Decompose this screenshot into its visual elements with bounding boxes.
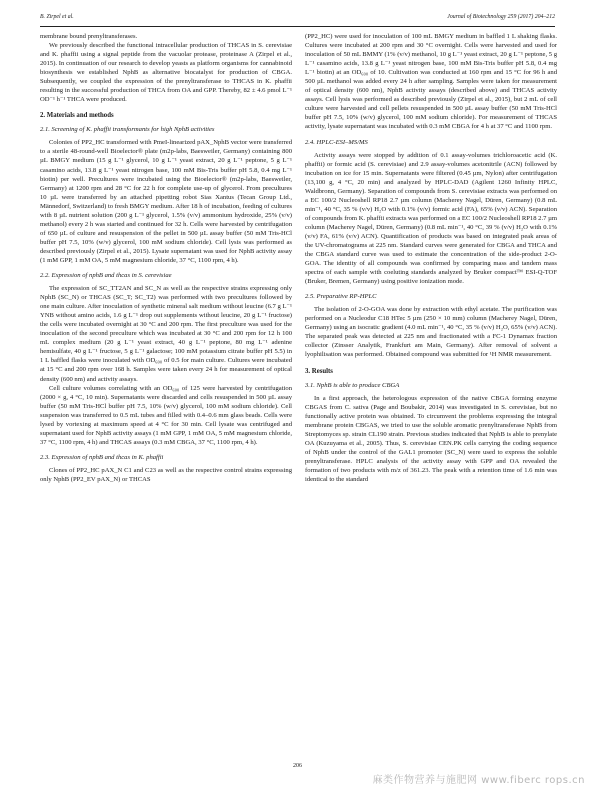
section-heading: 2. Materials and methods [40,112,114,120]
section-heading: 3. Results [305,367,333,375]
watermark: 麻类作物营养与施肥网 www.fiberc rops.cn [372,775,585,786]
paragraph: (PP2_HC) were used for inoculation of 100 mL BMGY medium in baffled 1 L shaking flasks. Cultures were incubated at 200 rpm and 30 °C overnight. Cells were harvested and used for inoculation of 50 mL BMMY (1% (v/v) methanol, 10 g L⁻¹ yeast extract, 20 g L⁻¹ peptone, 5 g L⁻¹ casamino acids, 13.8 g L⁻¹ yeast nitrogen base, 100 mM Bis-Tris buffer pH 5.8, 0.4 mg L⁻¹ biotin) at an OD₆₀₀ of 10. Cultivation was conducted at 160 rpm and 15 °C for 96 h and 500 µL methanol was added every 24 h after sampling. Samples were taken for measurement of optical density (600 nm), NphB activity assays (described above) and THCAS activity assays. Cell lysis was performed as described previously (Zirpel et al., 2015), but 2 mL of cell culture were harvested and cell pellets resuspended in 500 µL assay buffer (50 mM Tris-HCl buffer pH 7.5, 10% (w/v) glycerol, 100 mM sodium chloride). For measurement of THCAS activity, lysate supernatant was incubated with 0.3 mM CBGA for 4 h at 37 °C and 1100 rpm. [305,33,557,131]
subsection-heading: 2.1. Screening of K. phaffii transformants for high NphB activities [40,126,215,134]
paragraph: In a first approach, the heterologous expression of the native CBGA forming enzyme CBGAS from C. sativa (Page and Boubakir, 2014) was investigated in S. cerevisiae, but no functionally active protein was obtained. To circumvent the problems expressing the integral membrane protein CBGAS, we tried to use the soluble aromatic prenyltransferase NphB from Streptomyces sp. strain CL190 strain. Previous studies indicated that NphB is able to prenylate OA (Kuzuyama et al., 2005). Thus, S. cerevisiae CEN.PK cells carrying the coding sequence of NphB under the control of the GAL1 promoter (SC_N) were used to express the soluble prenyltransferase. HPLC analysis of the activity assay with GPP and OA revealed the formation of two products with m/z of 361.23. The peak with a retention time of 1.6 min was identical to the standard [305,394,557,483]
header-authors: B. Zirpel et al. [40,14,74,20]
subsection-heading: 2.4. HPLC-ESI–MS/MS [305,138,368,146]
paragraph: We previously described the functional intracellular production of THCAS in S. cerevisiae and K. phaffii using a signal peptide from the vacuolar protease, proteinase A (Zirpel et al., 2015). In continuation of our research to develop yeasts as platform organisms for cannabinoid biosynthesis we established NphB as alternative biocatalyst for production of CBGA. Subsequently, we coupled the expression of the prenyltransferase to THCAS in K. phaffii resulting in the successful production of THCA from OA and GPP. Thereby, 82 ± 4.6 pmol L⁻¹ OD⁻¹ h⁻¹ THCA were produced. [40,42,292,104]
paragraph: Clones of PP2_HC pAX_N C1 and C23 as well as the respective control strains expressing only NphB (PP2_EV pAX_N) or THCAS [40,466,292,483]
right-column [305,32,557,484]
subsection-heading: 3.1. NphB is able to produce CBGA [305,381,400,389]
running-header [40,14,555,20]
subsection-heading: 2.2. Expression of nphB and thcas in S. cerevisiae [40,272,172,280]
paragraph: Cell culture volumes correlating with an OD₆₀₀ of 125 were harvested by centrifugation (2000 × g, 4 °C, 10 min). Supernatants were discarded and cells resuspended in 500 µL assay buffer (50 mM Tris-HCl buffer pH 7.5, 10% (w/v) glycerol, 100 mM sodium chloride). Cell suspension was transferred to 0.5 mL tubes and filled with 0.4–0.6 mm glass beads. Cells were lysed by vortexing at maximum speed at 4 °C for 30 min. Cell lysate was centrifuged and supernatant used for NphB activity assays (1 mM GPP, 1 mM OA, 5 mM magnesium chloride, 37 °C, 1100 rpm, 4 h) and THCAS assays (0.3 mM CBGA, 37 °C, 1100 rpm, 4 h). [40,384,292,446]
paragraph: The isolation of 2-O-GOA was done by extraction with ethyl acetate. The purification was performed on a Nucleodur C18 HTec 5 µm (250 × 10 mm) column (Macherey Nagel, Düren, Germany) using an isocratic gradient (4.0 mL min⁻¹, 40 °C, 35 % (v/v) H₂O, 65% (v/v) ACN). The separated peak was detected at 225 nm and fractionated with a FC-1 Dynamax fraction collector (Zinsser Analytik, Frankfurt am Main, Germany). After removal of solvent a lyophilisation was performed. Obtained compound was submitted for ¹H NMR measurement. [305,306,557,359]
subsection-heading: 2.5. Preparative RP-HPLC [305,293,377,301]
left-column [40,32,292,484]
subsection-heading: 2.3. Expression of nphB and thcas in K. phaffii [40,453,164,461]
paragraph: The expression of SC_TT2AN and SC_N as well as the respective strains expressing only NphB (SC_N) or THCAS (SC_T; SC_T2) was performed with two precultures followed by one main culture. After inoculation of synthetic mineral salt medium without leucine (6.7 g L⁻¹ YNB without amino acids, 1.6 g L⁻¹ drop out supplements without leucine, 20 g L⁻¹ fructose) the cells were incubated overnight at 30 °C and 200 rpm. The first preculture was used for the inoculation of the second preculture which was incubated at 30 °C and 200 rpm for 12 h 100 mL complex medium (20 g L⁻¹ yeast extract, 40 g L⁻¹ peptone, 80 mg L⁻¹ adenine hemisulfate, 40 g L⁻¹ fructose, 5 g L⁻¹ galactose; 100 mM potassium citrate buffer pH 5.5) in 1 L baffled flasks were inoculated with OD₆₀₀ of 0.5 for main culture. Cultures were incubated at 15 °C and 200 rpm over 168 h. Samples were taken every 24 h for measurement of optical density (600 nm) and activity assays. [40,285,292,383]
paragraph: Colonies of PP2_HC transformed with PmeI-linearized pAX_NphB vector were transferred to a sterile 48-round-well Bioelector® plate (m2p-labs, Baesweiler, Germany) containing 800 µL BMGY medium (15 g L⁻¹ glycerol, 10 g L⁻¹ yeast extract, 20 g L⁻¹ peptone, 5 g L⁻¹ casamino acids, 13.8 g L⁻¹ yeast nitrogen base, 100 mM Bis-Tris buffer pH 5.8, 0.4 mg L⁻¹ biotin) per well. Precultures were incubated using the Bioelector® (m2p-labs, Baesweiler, Germany) at 1200 rpm and 28 °C for 22 h for complete use-up of glycerol. From precultures 10 µL were transferred by an attached pipetting robot Sias Xantus (Tecan Group Ltd., Männedorf, Switzerland) to fresh BMGY medium. After 18 h of incubation, feeding of cultures with 8 µL nutrient solution (200 g L⁻¹ glycerol, 1.5% (v/v) ammonium hydroxide, 25% (v/v) methanol) every 2 h was started and continued for 32 h. Cells were harvested by centrifugation of 650 µL of culture and resuspension of the pellet in 500 µL assay buffer (50 mM Tris-HCl buffer pH 7.5, 10% (w/v) glycerol, 100 mM sodium chloride). Cell lysis was performed as described previously (Zirpel et al., 2015). Lysate supernatant was used for NphB activity assay (1 mM GPP, 1 mM OA, 5 mM magnesium chloride, 37 °C, 1100 rpm, 4 h). [40,139,292,264]
header-journal: Journal of Biotechnology 259 (2017) 204–212 [447,14,555,20]
header-rule [40,26,555,27]
page-number: 206 [293,763,302,769]
paragraph: membrane bound prenyltransferases. [40,33,138,40]
paragraph: Activity assays were stopped by addition of 0.1 assay-volumes trichloroacetic acid (K. phaffii) or formic acid (S. cerevisiae) and 2.9 assay-volumes acetonitrile (ACN) followed by incubation on ice for 15 min. Supernatants were filtered (0.45 µm, Nylon) after centrifugation (13,100 g, 4 °C, 20 min) and analyzed by HPLC-DAD (Agilent 1260 Infinity HPLC, Waldbronn, Germany). Separation of compounds from S. cerevisiae extracts was performed on a EC 100/2 Nucleoshell RP18 2.7 µm column (Macherey Nagel, Düren, Germany) (0.8 mL min⁻¹, 40 °C, 35 % (v/v) H₂O with 0.1% (v/v) formic acid (FA), 65% (v/v) ACN). Separation of compounds from K. phaffii extracts was performed on a EC 100/2 Nucleoshell RP18 2.7 µm column (Macherey Nagel, Düren, Germany) (0.8 mL min⁻¹, 40 °C, 39 % (v/v) H₂O with 0.1% (v/v) FA, 61% (v/v) ACN). Quantification of products was based on integrated peak areas of the UV-chromatograms at 225 nm. Standard curves were generated for CBGA and THCA and the CBGA standard curve was used to estimate the concentration of the side-product 2-O-GOA. The identity of all compounds was confirmed by comparing mass and tandem mass spectra of each sample with coeluting standards analyzed by Bruker compact™ ESI-Q-TOF (Bruker, Bremen, Germany) using positive ionization mode. [305,151,557,286]
